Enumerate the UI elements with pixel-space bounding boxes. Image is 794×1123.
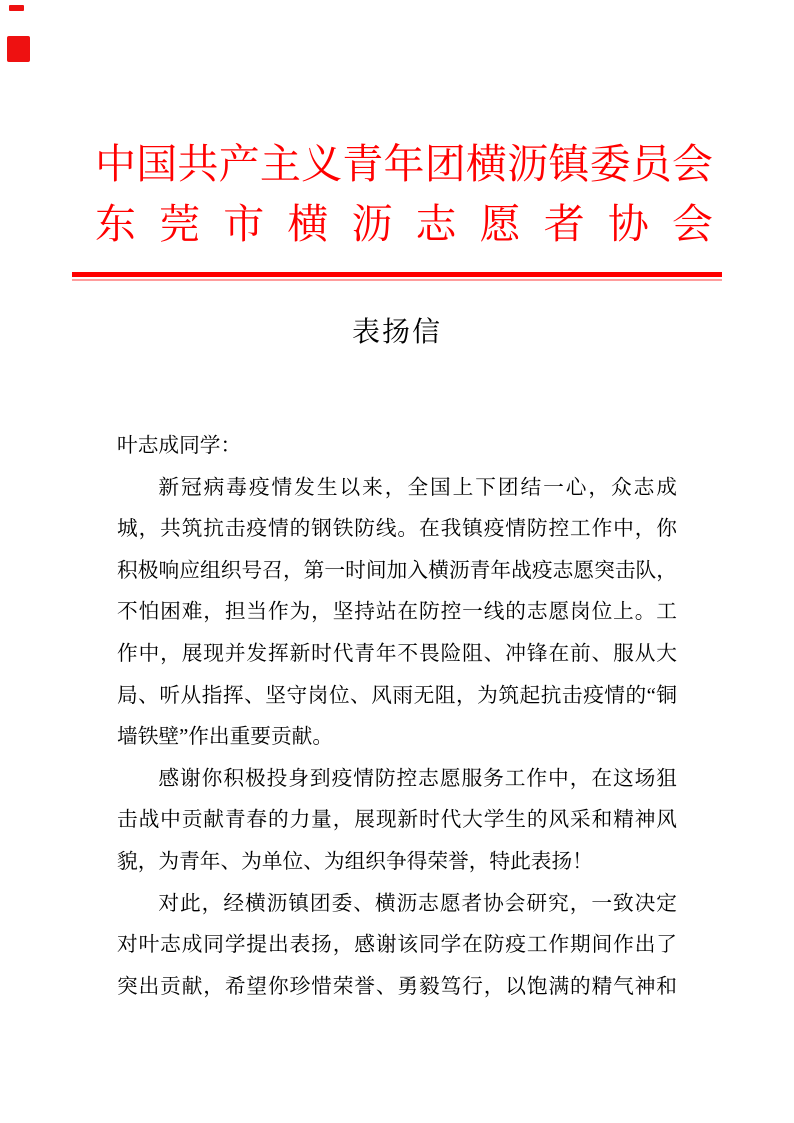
body-line: 作中，展现并发挥新时代青年不畏险阻、冲锋在前、服从大: [117, 642, 677, 665]
body-line: 感谢你积极投身到疫情防控志愿服务工作中，在这场狙: [158, 767, 677, 790]
corner-mark-icon: [7, 36, 30, 62]
body-line: 不怕困难，担当作为，坚持站在防控一线的志愿岗位上。工: [117, 601, 677, 624]
body-line: 墙铁壁”作出重要贡献。: [117, 726, 334, 749]
body-line: 对此，经横沥镇团委、横沥志愿者协会研究，一致决定: [158, 892, 677, 915]
body-line: 击战中贡献青春的力量，展现新时代大学生的风采和精神风: [117, 809, 677, 832]
letterhead-line-1: 中国共产主义青年团横沥镇委员会: [95, 141, 713, 187]
corner-mark-icon: [9, 5, 24, 11]
red-divider-rule: [72, 272, 722, 281]
body-line: 积极响应组织号召，第一时间加入横沥青年战疫志愿突击队，: [117, 559, 677, 582]
divider-thin-line: [72, 279, 722, 281]
body-line: 城，共筑抗击疫情的钢铁防线。在我镇疫情防控工作中，你: [117, 518, 677, 541]
body-line: 新冠病毒疫情发生以来，全国上下团结一心，众志成: [158, 476, 677, 499]
letterhead-line-2: 东莞市横沥志愿者协会: [95, 201, 713, 247]
body-line: 对叶志成同学提出表扬，感谢该同学在防疫工作期间作出了: [117, 934, 677, 957]
document-title: 表扬信: [351, 316, 442, 347]
body-line: 突出贡献，希望你珍惜荣誉、勇毅笃行，以饱满的精气神和: [117, 975, 677, 998]
body-line: 貌，为青年、为单位、为组织争得荣誉，特此表扬！: [117, 850, 593, 873]
body-line: 叶志成同学：: [117, 435, 242, 457]
body-line: 局、听从指挥、坚守岗位、风雨无阻，为筑起抗击疫情的“铜: [117, 684, 677, 707]
letter-body: [117, 426, 677, 1008]
